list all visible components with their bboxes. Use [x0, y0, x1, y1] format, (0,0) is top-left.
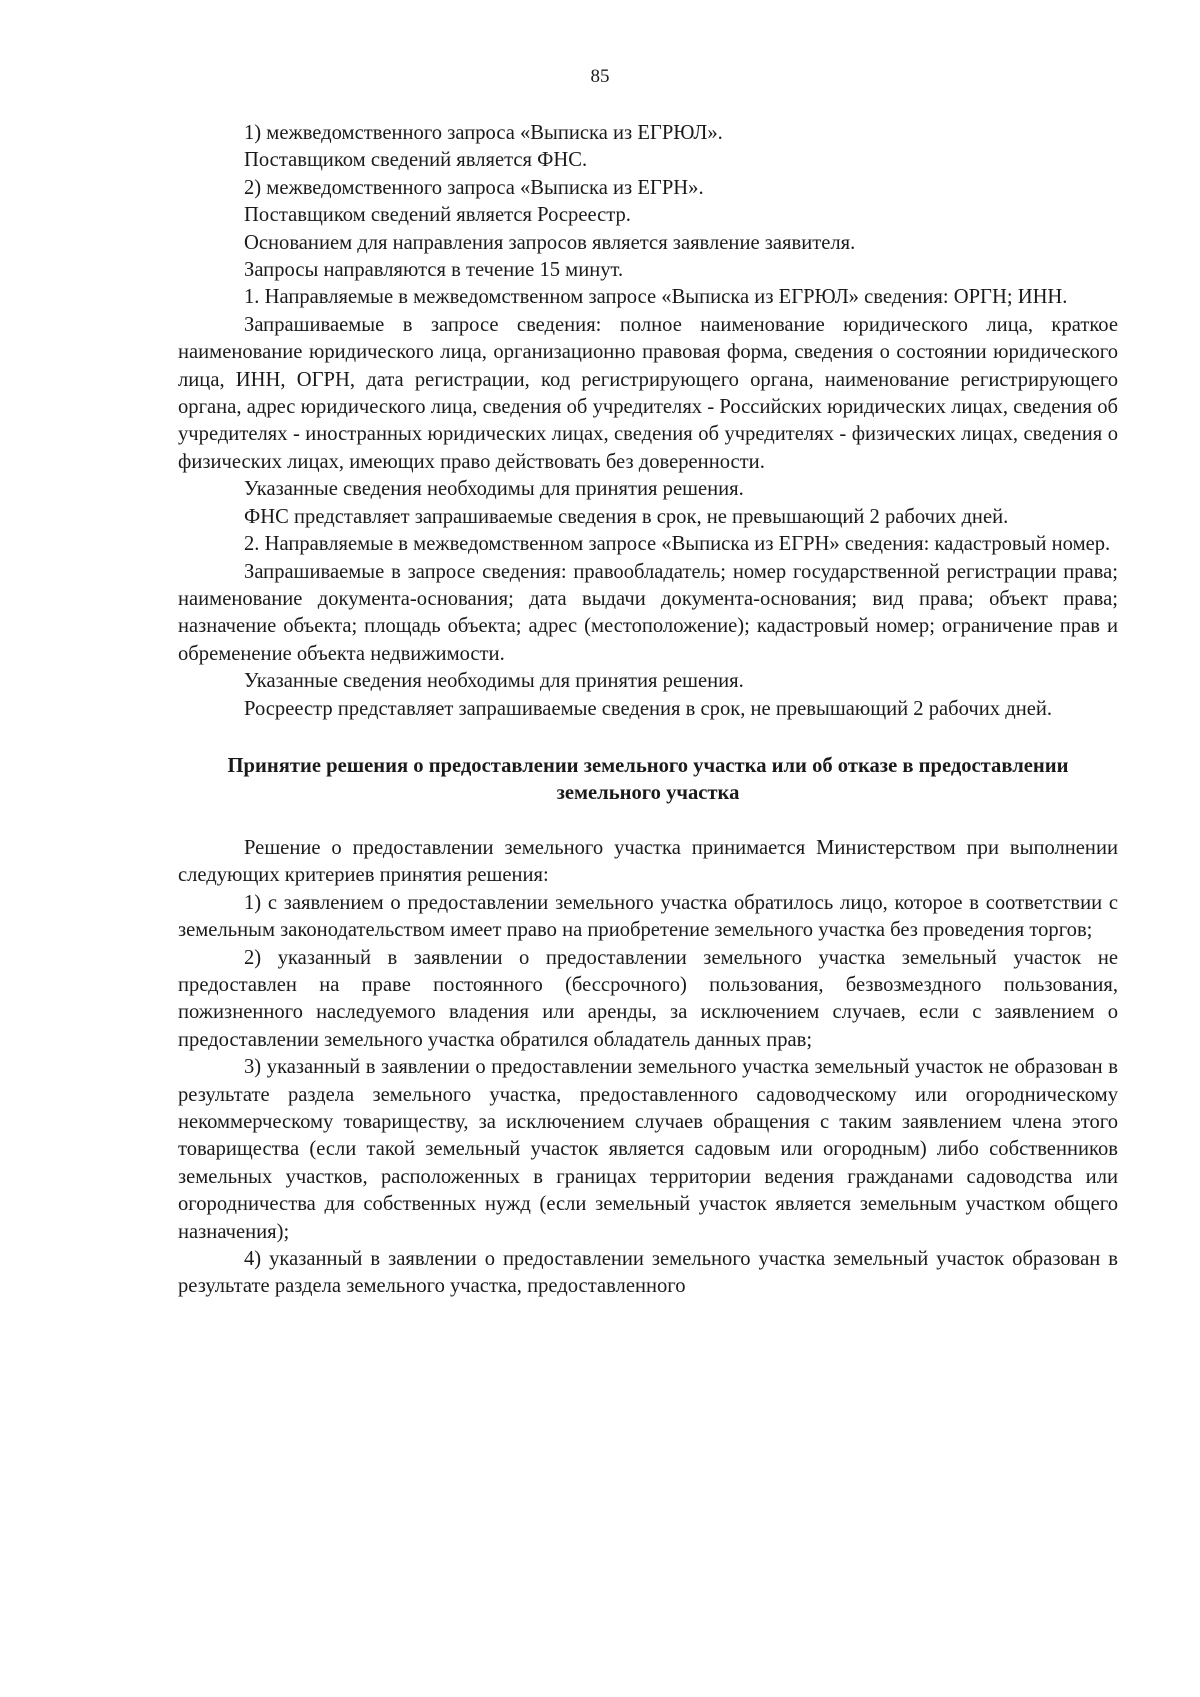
page-number: 85 — [590, 66, 610, 87]
paragraph: 2. Направляемые в межведомственном запросе «Выписка из ЕГРН» сведения: кадастровый номер. — [244, 533, 1111, 556]
paragraph: 1) с заявлением о предоставлении земельного участка обратилось лицо, которое в соответствии с земельным законодательством имеет право на приобретение земельного участка без проведения торгов; — [178, 891, 1118, 942]
paragraph: 3) указанный в заявлении о предоставлении земельного участка земельный участок не образован в результате раздела земельного участка, предоставленного садоводческому или огородническому некоммерческому товариществу, за исключением случаев обращения с таким заявлением члена этого товарищества (если такой земельный участок является садовым или огородным) либо собственников земельных участков, расположенных в границах территории ведения гражданами садоводства или огородничества для собственных нужд (если земельный участок является земельным участком общего назначения); — [178, 1056, 1118, 1243]
paragraph: 2) указанный в заявлении о предоставлении земельного участка земельный участок не предоставлен на праве постоянного (бессрочного) пользования, безвозмездного пользования, пожизненного наследуемого владения или аренды, за исключением случаев, если с заявлением о предоставлении земельного участка обратился обладатель данных прав; — [178, 946, 1118, 1051]
paragraph: Запрашиваемые в запросе сведения: правообладатель; номер государственной регистрации права; наименование документа-основания; дата выдачи документа-основания; вид права; объект права; назначение объекта; площадь объекта; адрес (местоположение); кадастровый номер; ограничение прав и обременение объекта недвижимости. — [178, 560, 1118, 665]
section-heading: Принятие решения о предоставлении земельного участка или об отказе в предоставлении земельного участка — [227, 754, 1069, 804]
document-body — [178, 120, 1118, 1301]
paragraph: Поставщиком сведений является ФНС. — [244, 149, 588, 172]
paragraph: Запрашиваемые в запросе сведения: полное наименование юридического лица, краткое наименование юридического лица, организационно правовая форма, сведения о состоянии юридического лица, ИНН, ОГРН, дата регистрации, код регистрирующего органа, наименование регистрирующего органа, адрес юридического лица, сведения об учредителях - Российских юридических лицах, сведения об учредителях - иностранных юридических лицах, сведения об учредителях - физических лицах, сведения о физических лицах, имеющих право действовать без доверенности. — [178, 313, 1118, 473]
paragraph: Указанные сведения необходимы для принятия решения. — [244, 478, 744, 501]
paragraph: ФНС представляет запрашиваемые сведения в срок, не превышающий 2 рабочих дней. — [244, 505, 1009, 528]
paragraph: Росреестр представляет запрашиваемые сведения в срок, не превышающий 2 рабочих дней. — [244, 697, 1053, 720]
paragraph: 1) межведомственного запроса «Выписка из ЕГРЮЛ». — [244, 122, 723, 144]
paragraph: 2) межведомственного запроса «Выписка из ЕГРН». — [244, 176, 704, 199]
paragraph: Основанием для направления запросов является заявление заявителя. — [244, 231, 856, 254]
paragraph: Указанные сведения необходимы для принятия решения. — [244, 670, 744, 693]
paragraph: 1. Направляемые в межведомственном запросе «Выписка из ЕГРЮЛ» сведения: ОРГН; ИНН. — [244, 286, 1068, 309]
paragraph: Поставщиком сведений является Росреестр. — [244, 204, 631, 227]
paragraph: 4) указанный в заявлении о предоставлении земельного участка земельный участок образован в результате раздела земельного участка, предоставленного — [178, 1248, 1118, 1298]
paragraph: Запросы направляются в течение 15 минут. — [244, 259, 624, 282]
paragraph: Решение о предоставлении земельного участка принимается Министерством при выполнении следующих критериев принятия решения: — [178, 836, 1118, 887]
